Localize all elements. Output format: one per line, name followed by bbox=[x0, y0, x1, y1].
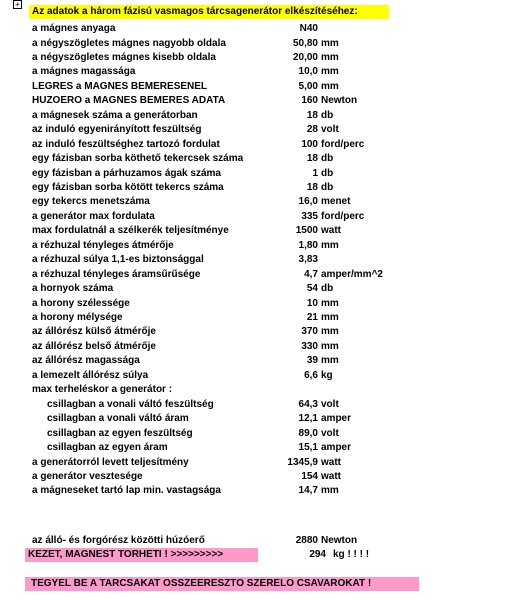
row-label: egy fázisban sorba kötött tekercs száma bbox=[32, 181, 224, 193]
row-unit: watt bbox=[321, 225, 341, 237]
row-label: az induló egyenirányított feszültség bbox=[32, 124, 202, 136]
warning-label: KEZET, MAGNEST TORHETI ! >>>>>>>>> bbox=[25, 548, 258, 562]
row-label: a generátor max fordulata bbox=[32, 210, 155, 222]
row-label: max terheléskor a generátor : bbox=[32, 384, 173, 396]
row-value: 1 bbox=[312, 167, 318, 179]
row-label: a mágnes magassága bbox=[32, 66, 136, 78]
row-value: 335 bbox=[301, 210, 318, 222]
row-unit: ford/perc bbox=[321, 138, 365, 150]
row-value: 160 bbox=[301, 95, 318, 107]
header-title: Az adatok a három fázisú vasmagos tárcsagenerátor elkészítéséhez: bbox=[29, 5, 389, 19]
row-unit: db bbox=[321, 181, 334, 193]
row-unit: amper bbox=[321, 442, 352, 453]
row-value: 1500 bbox=[295, 225, 318, 237]
row-label: a mágneseket tartó lap min. vastagsága bbox=[32, 485, 221, 497]
row-value: 5,00 bbox=[298, 80, 318, 92]
row-value: 18 bbox=[306, 153, 318, 164]
force-value: 2880 bbox=[295, 535, 318, 546]
table-row bbox=[0, 94, 512, 108]
row-value: 21 bbox=[306, 312, 318, 323]
row-unit: mm bbox=[321, 239, 339, 251]
table-row bbox=[0, 340, 512, 354]
table-row bbox=[0, 412, 512, 426]
row-unit: kg bbox=[321, 369, 333, 381]
row-unit: volt bbox=[321, 398, 339, 410]
row-value: 39 bbox=[306, 355, 318, 367]
row-label: a rézhuzal tényleges áramsűrűsége bbox=[32, 268, 201, 280]
table-row bbox=[0, 138, 512, 152]
row-unit: mm bbox=[321, 51, 339, 63]
row-label: HUZOERO a MAGNES BEMERES ADATA bbox=[32, 95, 226, 107]
row-value: 10,0 bbox=[298, 66, 318, 78]
row-value: 28 bbox=[306, 124, 318, 136]
row-unit: mm bbox=[321, 326, 339, 338]
row-value: 1,80 bbox=[298, 239, 318, 251]
table-row bbox=[0, 152, 512, 166]
row-value: 6,6 bbox=[304, 369, 318, 381]
row-label: az állórész magassága bbox=[32, 355, 140, 367]
force-row bbox=[0, 534, 512, 548]
row-label: egy fázisban sorba köthető tekercsek száma bbox=[32, 153, 244, 164]
row-label: a lemezelt állórész súlya bbox=[32, 369, 149, 381]
row-value: 370 bbox=[301, 326, 318, 338]
table-row bbox=[0, 80, 512, 94]
table-row bbox=[0, 123, 512, 137]
warning-row bbox=[0, 548, 512, 562]
row-value: 18 bbox=[306, 109, 318, 121]
row-label: LEGRES a MAGNES BEMERESENEL bbox=[32, 80, 208, 92]
table-row bbox=[0, 383, 512, 397]
force-label: az álló- és forgórész közötti húzóerő bbox=[32, 535, 205, 546]
row-value: 100 bbox=[301, 138, 318, 150]
row-value: 4,7 bbox=[304, 268, 318, 280]
row-label: a mágnesek száma a generátorban bbox=[32, 109, 198, 121]
row-unit: db bbox=[321, 283, 334, 295]
row-value: 1345,9 bbox=[287, 456, 318, 468]
row-unit: ford/perc bbox=[321, 210, 365, 222]
row-unit: db bbox=[321, 153, 334, 164]
table-row bbox=[0, 51, 512, 65]
row-value: 10 bbox=[306, 297, 318, 309]
row-label: a hornyok száma bbox=[32, 283, 114, 295]
warning-value: 294 bbox=[309, 549, 326, 560]
table-row bbox=[0, 427, 512, 441]
row-unit: mm bbox=[321, 80, 339, 92]
table-row bbox=[0, 297, 512, 311]
table-row bbox=[0, 369, 512, 383]
row-label: csillagban a vonali váltó feszültség bbox=[47, 398, 214, 410]
table-row bbox=[0, 195, 512, 209]
row-label: csillagban a vonali váltó áram bbox=[47, 413, 189, 425]
row-unit: volt bbox=[321, 124, 339, 136]
row-label: az állórész belső átmérője bbox=[32, 340, 156, 352]
row-value: N40 bbox=[299, 23, 318, 34]
row-label: a mágnes anyaga bbox=[32, 23, 116, 34]
row-unit: mm bbox=[321, 297, 339, 309]
row-label: a horony szélessége bbox=[32, 297, 130, 309]
row-unit: mm bbox=[321, 66, 339, 78]
row-unit: Newton bbox=[321, 95, 358, 107]
force-unit: Newton bbox=[321, 535, 358, 546]
table-row bbox=[0, 253, 512, 267]
table-row bbox=[0, 311, 512, 325]
row-value: 12,1 bbox=[298, 413, 318, 425]
table-row bbox=[0, 167, 512, 181]
table-row bbox=[0, 484, 512, 498]
row-label: az induló feszültséghez tartozó fordulat bbox=[32, 138, 220, 150]
row-unit: mm bbox=[321, 355, 339, 367]
row-label: a rézhuzal súlya 1,1-es biztonsággal bbox=[32, 254, 204, 266]
table-row bbox=[0, 181, 512, 195]
table-row bbox=[0, 354, 512, 368]
row-value: 54 bbox=[306, 283, 318, 295]
row-value: 18 bbox=[306, 181, 318, 193]
table-row bbox=[0, 65, 512, 79]
row-unit: volt bbox=[321, 427, 339, 439]
table-row bbox=[0, 325, 512, 339]
row-unit: watt bbox=[321, 470, 341, 482]
row-value: 64,3 bbox=[298, 398, 318, 410]
row-value: 20,00 bbox=[292, 51, 318, 63]
table-row bbox=[0, 441, 512, 455]
row-value: 50,80 bbox=[292, 37, 318, 49]
row-label: max fordulatnál a szélkerék teljesítménye bbox=[32, 225, 229, 237]
table-row bbox=[0, 239, 512, 253]
table-row bbox=[0, 224, 512, 238]
row-value: 16,0 bbox=[298, 196, 318, 208]
instruction-banner: TEGYEL BE A TARCSAKAT OSSZEERESZTO SZERELO CSAVAROKAT ! bbox=[25, 577, 419, 591]
row-unit: amper bbox=[321, 413, 352, 425]
row-value: 3,83 bbox=[298, 254, 318, 266]
row-label: a horony mélysége bbox=[32, 312, 123, 323]
table-row bbox=[0, 210, 512, 224]
row-label: csillagban az egyen feszültség bbox=[47, 427, 193, 439]
table-row bbox=[0, 456, 512, 470]
table-row bbox=[0, 268, 512, 282]
table-row bbox=[0, 109, 512, 123]
row-label: a négyszögletes mágnes kisebb oldala bbox=[32, 51, 216, 63]
row-unit: mm bbox=[321, 340, 339, 352]
table-row bbox=[0, 470, 512, 484]
row-unit: mm bbox=[321, 485, 339, 497]
row-value: 14,7 bbox=[298, 485, 318, 497]
table-row bbox=[0, 398, 512, 412]
warning-unit: kg ! ! ! ! bbox=[333, 549, 370, 560]
row-value: 154 bbox=[301, 470, 318, 482]
row-unit: menet bbox=[321, 196, 351, 208]
row-label: a generátor vesztesége bbox=[32, 470, 143, 482]
row-value: 330 bbox=[301, 340, 318, 352]
row-label: a négyszögletes mágnes nagyobb oldala bbox=[32, 37, 226, 49]
table-row bbox=[0, 22, 512, 36]
row-label: a rézhuzal tényleges átmérője bbox=[32, 239, 174, 251]
row-label: egy tekercs menetszáma bbox=[32, 196, 150, 208]
row-unit: mm bbox=[321, 312, 339, 323]
row-unit: mm bbox=[321, 37, 339, 49]
row-value: 15,1 bbox=[298, 442, 318, 453]
row-unit: watt bbox=[321, 456, 341, 468]
row-unit: db bbox=[321, 167, 334, 179]
row-label: az állórész külső átmérője bbox=[32, 326, 156, 338]
table-row bbox=[0, 37, 512, 51]
row-label: csillagban az egyen áram bbox=[47, 442, 168, 453]
row-value: 89,0 bbox=[298, 427, 318, 439]
row-label: a generátorról levett teljesítmény bbox=[32, 456, 189, 468]
select-all-icon[interactable]: + bbox=[13, 0, 22, 9]
table-row bbox=[0, 282, 512, 296]
row-unit: amper/mm^2 bbox=[321, 268, 383, 280]
row-label: egy fázisban a párhuzamos ágak száma bbox=[32, 167, 221, 179]
row-unit: db bbox=[321, 109, 334, 121]
